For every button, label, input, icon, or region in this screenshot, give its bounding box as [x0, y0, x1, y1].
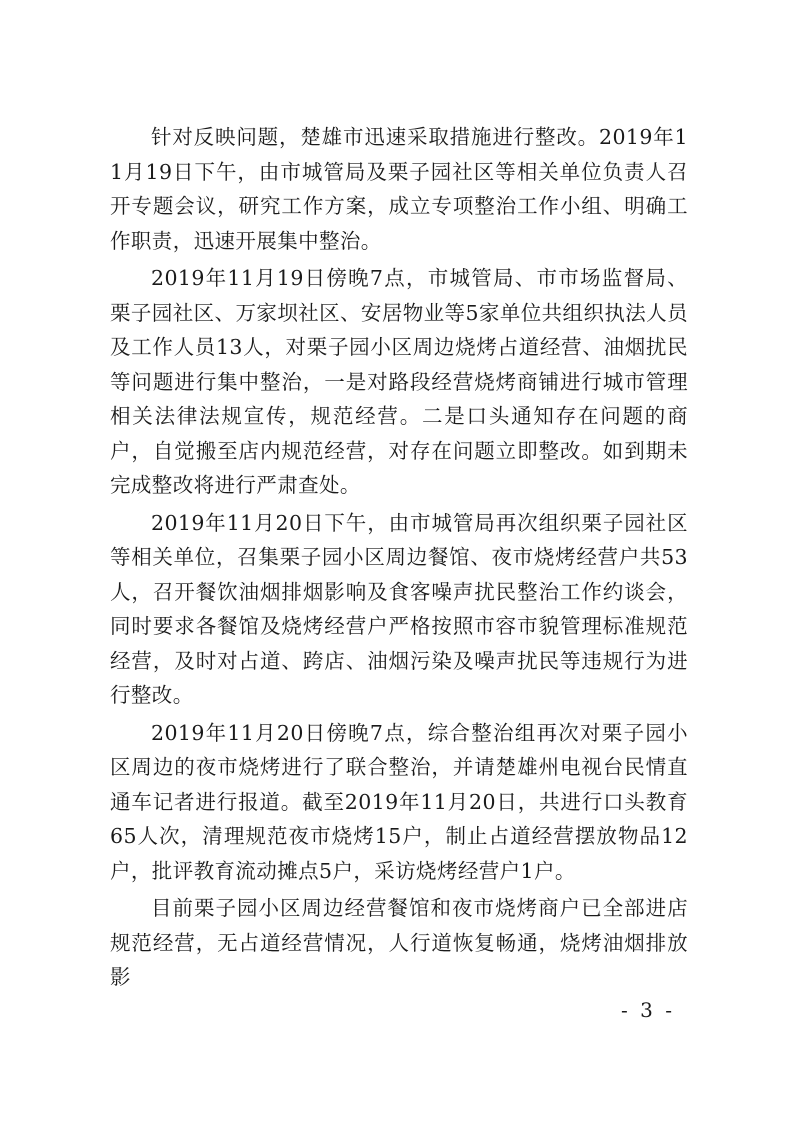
paragraph-rectification-measures: 针对反映问题，楚雄市迅速采取措施进行整改。2019年11月19日下午，由市城管局及栗子园社区等相关单位负责人召开专题会议，研究工作方案，成立专项整治工作小组、明确工作职责，迅速开展集中整治。: [110, 125, 688, 253]
document-body: [110, 120, 688, 998]
paragraph-current-status: 目前栗子园小区周边经营餐馆和夜市烧烤商户已全部进店规范经营，无占道经营情况，人行道恢复畅通，烧烤油烟排放影: [110, 896, 688, 989]
paragraph-nov20-afternoon-meeting: 2019年11月20日下午，由市城管局再次组织栗子园社区等相关单位，召集栗子园小区周边餐馆、夜市烧烤经营户共53人，召开餐饮油烟排烟影响及食客噪声扰民整治工作约谈会，同时要求各餐馆及烧烤经营户严格按照市容市貌管理标准规范经营，及时对占道、跨店、油烟污染及噪声扰民等违规行为进行整改。: [110, 510, 688, 707]
paragraph-nov19-evening-action: 2019年11月19日傍晚7点，市城管局、市市场监督局、栗子园社区、万家坝社区、安居物业等5家单位共组织执法人员及工作人员13人，对栗子园小区周边烧烤占道经营、油烟扰民等问题进行集中整治，一是对路段经营烧烤商铺进行城市管理相关法律法规宣传，规范经营。二是口头通知存在问题的商户，自觉搬至店内规范经营，对存在问题立即整改。如到期未完成整改将进行严肃查处。: [110, 266, 688, 497]
page-number: - 3 -: [621, 998, 675, 1022]
paragraph-nov20-evening-action: 2019年11月20日傍晚7点，综合整治组再次对栗子园小区周边的夜市烧烤进行了联合整治，并请楚雄州电视台民情直通车记者进行报道。截至2019年11月20日，共进行口头教育65人次，清理规范夜市烧烤15户，制止占道经营摆放物品12户，批评教育流动摊点5户，采访烧烤经营户1户。: [110, 720, 688, 883]
